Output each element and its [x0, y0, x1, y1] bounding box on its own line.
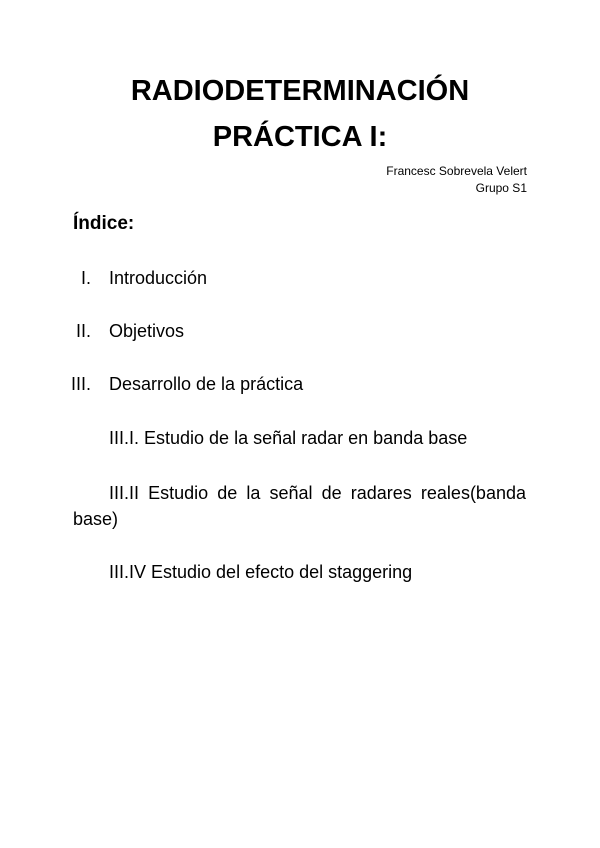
toc-item-number: I. [80, 268, 91, 288]
toc-item-number: II. [75, 321, 91, 341]
document-subtitle: PRÁCTICA I: [212, 121, 388, 153]
toc-subitem-banda-base: III.I. Estudio de la señal radar en banda base [109, 428, 468, 448]
toc-item-desarrollo [0, 372, 600, 396]
toc-item-label: Desarrollo de la práctica [109, 374, 304, 394]
document-title: RADIODETERMINACIÓN [130, 75, 470, 107]
toc-subitem-radares-reales: III.II Estudio de la señal de radares reales(banda base) [73, 483, 526, 529]
toc-item-number: III. [70, 374, 91, 394]
toc-item-label: Objetivos [109, 321, 185, 341]
toc-subitem-staggering: III.IV Estudio del efecto del staggering [109, 562, 413, 582]
toc-item-label: Introducción [109, 268, 208, 288]
index-heading: Índice: [73, 213, 135, 234]
toc-item-objetivos [0, 319, 600, 343]
author-block [386, 163, 527, 197]
toc-item-introduccion [0, 266, 600, 290]
author-name: Francesc Sobrevela Velert [386, 164, 527, 178]
group-name: Grupo S1 [475, 181, 527, 195]
